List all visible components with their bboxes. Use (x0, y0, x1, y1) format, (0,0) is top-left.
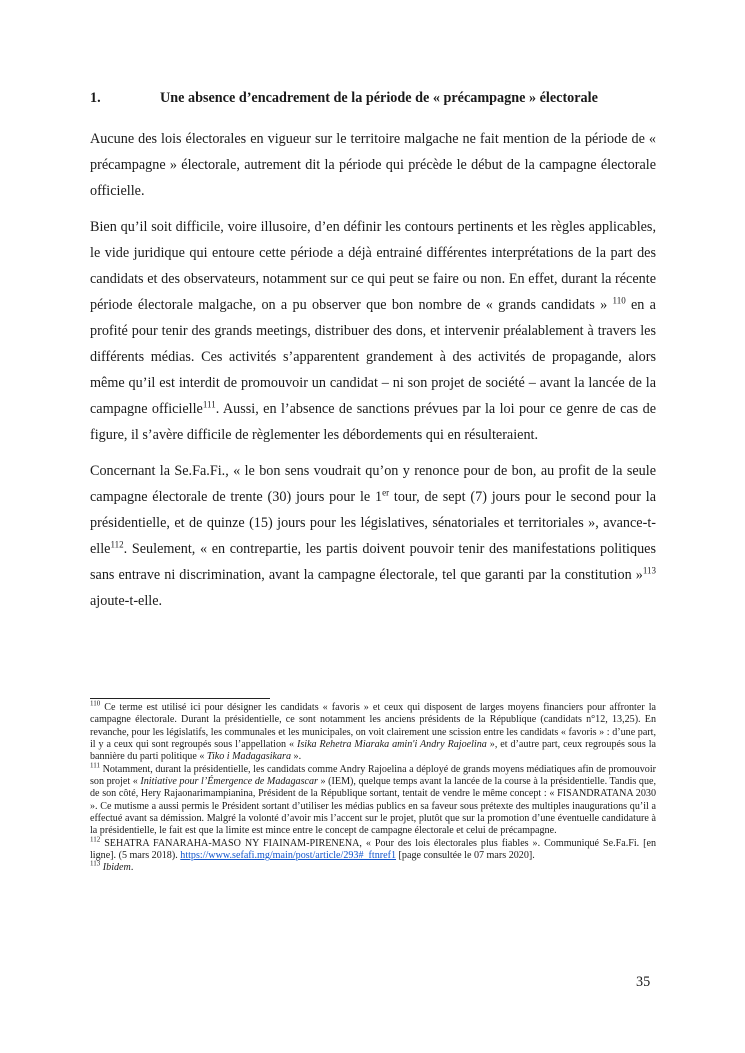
sefafi-link[interactable]: https://www.sefafi.mg/main/post/article/293#_ftnref1 (180, 850, 397, 862)
footnote-112-text-a: SEHATRA FANARAHA-MASO NY FIAINAM-PIRENENA, « Pour des lois électorales plus fiables ». Communiqué Se.Fa.Fi. [en ligne]. (5 mars 2018). (90, 837, 656, 862)
footnote-113-text: . (130, 862, 134, 874)
footnote-number-113: 113 (90, 860, 101, 869)
page-number: 35 (636, 974, 651, 990)
section-heading (90, 90, 670, 107)
paragraph-3-text-b: tour, de sept (7) jours pour le second pour la présidentielle, et de quinze (15) jours pour les législatives, sénatoriales et territoriales », avancе-t-elle (90, 489, 656, 557)
footnote-number-110: 110 (90, 699, 101, 708)
footnotes (90, 699, 657, 875)
footnote-ref-111[interactable]: 111 (202, 399, 216, 410)
footnote-ref-113[interactable]: 113 (642, 565, 656, 576)
footnote-ref-112[interactable]: 112 (110, 539, 124, 550)
footnote-110-text-a: Ce terme est utilisé ici pour désigner les candidats « favoris » et ceux qui disposent de larges moyens financiers pour affronter la campagne électorale. Durant la présidentielle, ce sont notamment les anciens présidents de la République (candidats n°12, 13,25). En revanche, pour les législatifs, les communales et les municipales, on voit clairement une scission entre les candidats « favoris » : d’une part, il y a ceux qui sont regroupés sous l’appellation « (90, 702, 656, 751)
paragraph-2 (90, 214, 656, 448)
footnote-number-111: 111 (90, 761, 100, 770)
footnote-separator (90, 698, 270, 699)
section-title: Une absence d’encadrement de la période de « précampagne » électorale (160, 90, 598, 106)
footnote-111-text-b: » (IEM), quelque temps avant la lancée de la course à la présidentielle. Tandis que, de son côté, Hery Rajaonarimampianina, Président de la République sortant, tentait de vendre le même concept : « FISANDRATANA 2030 ». Ce mutisme a aussi permis le Président sortant d’utiliser les médias publics en sa faveur sous prétexte des multiples inaugurations qu’il a effectué avant sa démission. Malgré la volonté d’avoir mis l’accent sur le projet, plutôt que sur la promotion d’une éventuelle candidature à la présidentielle, le fait est que la limite est mince entre le concept de campagne électorale et celui de précampagne. (90, 776, 657, 837)
footnote-112-text-b: [page consultée le 07 mars 2020]. (396, 850, 535, 862)
section-number: 1. (90, 90, 101, 106)
footnote-113 (90, 862, 656, 874)
footnote-111-italic: Initiative pour l’Émergence de Madagascar (140, 776, 318, 788)
footnote-110-italic-1: Isika Rehetra Miaraka amin'i Andry Rajoelina (296, 739, 487, 751)
footnote-110-italic-2: Tiko i Madagasikara (206, 751, 292, 763)
footnote-110-text-c: ». (291, 751, 302, 763)
footnote-111-text-a: Notamment, durant la présidentielle, les candidats comme Andry Rajoelina a déployé de grands moyens médiatiques afin de promouvoir son projet « (90, 763, 656, 788)
paragraph-3 (90, 458, 656, 614)
paragraph-2-text-b: en a profité pour tenir des grands meetings, distribuer des dons, et intervenir préalablement à travers les différents médias. Ces activités s’apparentent grandement à des activités de propagande, alors même qu’il est interdit de promouvoir un candidat – ni son projet de société – avant la lancée de la campagne officielle (90, 297, 656, 417)
paragraph-2-text-a: Bien qu’il soit difficile, voire illusoire, d’en définir les contours pertinents et les règles applicables, le vide juridique qui entoure cette période a déjà entrainé différentes interprétations de la part des candidats et des observateurs, notamment sur ce qui peut se faire ou non. En effet, durant la récente période électorale malgache, on a pu observer que bon nombre de « grands candidats » (90, 219, 656, 313)
footnote-113-italic: Ibidem (102, 862, 131, 874)
paragraph-1-text: Aucune des lois électorales en vigueur sur le territoire malgache ne fait mention de la période de « précampagne » électorale, autrement dit la période qui précède le début de la campagne électorale officielle. (90, 131, 656, 199)
footnote-110-text-b: », et d’autre part, ceux regroupés sous la bannière du parti politique « (90, 739, 656, 763)
ordinal-suffix: er (382, 487, 390, 498)
paragraph-3-text-d: ajoute-t-elle. (90, 593, 163, 609)
body-text (90, 126, 656, 624)
footnote-number-112: 112 (90, 835, 101, 844)
footnote-110 (90, 699, 656, 764)
footnote-111 (90, 761, 657, 838)
footnote-112 (90, 835, 656, 863)
paragraph-2-text-c: . Aussi, en l’absence de sanctions prévues par la loi pour ce genre de cas de figure, il s’avère difficile de règlementer les débordements qui en résulteraient. (90, 401, 656, 443)
paragraph-3-text-a: Concernant la Se.Fa.Fi., « le bon sens voudrait qu’on y renonce pour de bon, au profit de la seule campagne électorale de trente (30) jours pour le 1 (90, 463, 656, 505)
footnote-ref-110[interactable]: 110 (612, 295, 626, 306)
paragraph-3-text-c: . Seulement, « en contrepartie, les partis doivent pouvoir tenir des manifestations politiques sans entrave ni discrimination, avant la campagne électorale, tel que garanti par la constitution » (90, 541, 656, 583)
paragraph-1 (90, 126, 656, 204)
